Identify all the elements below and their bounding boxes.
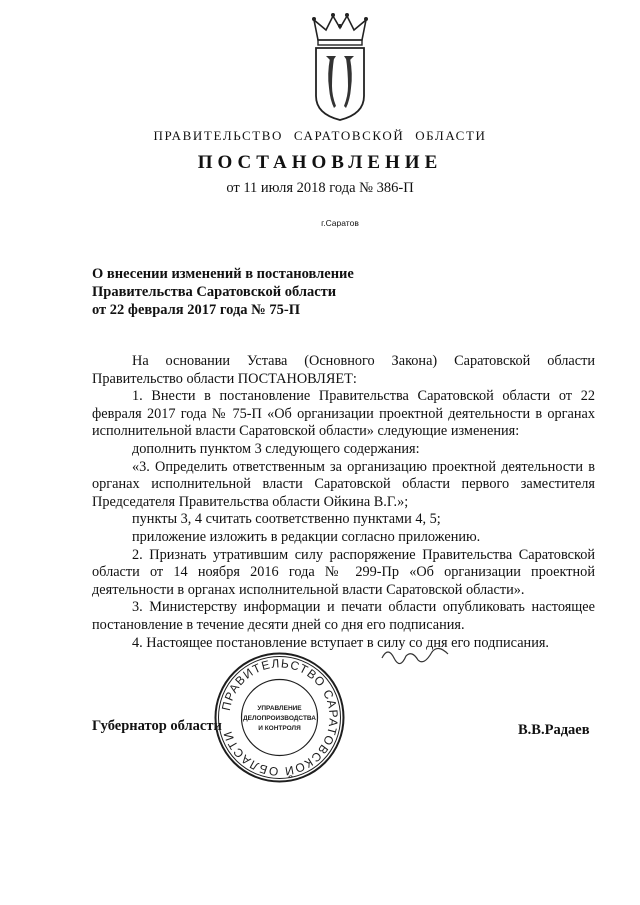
decree-body	[92, 353, 595, 652]
stamp-center-line: ДЕЛОПРОИЗВОДСТВА	[242, 715, 317, 722]
body-paragraph: 2. Признать утратившим силу распоряжение Правительства Саратовской области от 14 ноября 2016 года № 299-Пр «Об организации проектной деятельности в органах исполнительной власти Саратовской области».	[92, 546, 595, 598]
document-type: ПОСТАНОВЛЕНИЕ	[197, 152, 443, 173]
official-stamp-icon	[212, 650, 347, 785]
government-name: ПРАВИТЕЛЬСТВО САРАТОВСКОЙ ОБЛАСТИ	[153, 128, 487, 143]
handwritten-signature-icon	[378, 640, 453, 670]
subject-line: О внесении изменений в постановление	[92, 266, 354, 282]
stamp-center-line: УПРАВЛЕНИЕ	[257, 705, 302, 712]
stamp-ring-text: ПРАВИТЕЛЬСТВО САРАТОВСКОЙ ОБЛАСТИ	[218, 656, 341, 779]
coat-of-arms-icon	[306, 12, 374, 122]
decree-date-number: от 11 июля 2018 года № 386-П	[226, 180, 414, 196]
body-paragraph: дополнить пунктом 3 следующего содержания:	[132, 440, 420, 457]
subject-line: Правительства Саратовской области	[92, 284, 337, 300]
signatory-name: В.В.Радаев	[518, 722, 590, 738]
decree-subject	[92, 265, 472, 319]
body-paragraph: 1. Внести в постановление Правительства Саратовской области от 22 февраля 2017 года № 75-П «Об организации проектной деятельности в органах исполнительной власти Саратовской области» следующие изменения:	[92, 388, 595, 440]
body-paragraph: 4. Настоящее постановление вступает в силу со дня его подписания.	[132, 634, 549, 651]
body-paragraph: На основании Устава (Основного Закона) Саратовской области Правительство области ПОСТАНОВЛЯЕТ:	[92, 353, 595, 387]
city: г.Саратов	[321, 218, 359, 228]
body-paragraph: приложение изложить в редакции согласно приложению.	[132, 528, 481, 545]
stamp-center-line: И КОНТРОЛЯ	[258, 725, 301, 732]
subject-line: от 22 февраля 2017 года № 75-П	[92, 302, 300, 318]
body-paragraph: пункты 3, 4 считать соответственно пунктами 4, 5;	[132, 511, 441, 528]
body-paragraph: 3. Министерству информации и печати области опубликовать настоящее постановление в течение десяти дней со дня его подписания.	[92, 599, 595, 633]
body-paragraph: «3. Определить ответственным за организацию проектной деятельности в органах исполнительной власти Саратовской области первого заместителя Председателя Правительства области Ойкина В.Г.»;	[92, 458, 595, 510]
signatory-title: Губернатор области	[92, 718, 222, 734]
